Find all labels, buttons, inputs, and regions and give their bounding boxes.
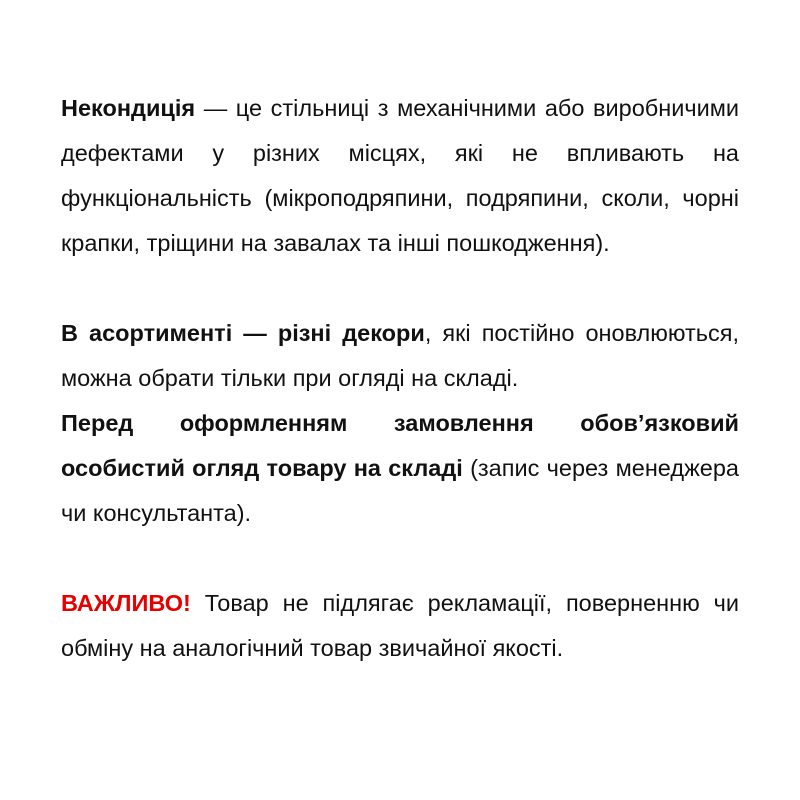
paragraph-inspection [61,401,739,536]
definition-text: — це стільниці з механічними або виробничими дефектами у різних місцях, які не впливають на функціональність (мікроподряпини, подряпини, сколи, чорні крапки, тріщини на завалах та інші пошкодження). [61,95,739,256]
warning-label: ВАЖЛИВО! [61,590,191,616]
paragraph-spacer [61,536,739,581]
term-nekondytsiia: Некондиція [61,95,196,121]
inspection-lead: Перед оформленням замовлення обов’язковий особистий огляд товару на складі [61,410,739,481]
warning-text: Товар не підлягає рекламації, поверненню чи обміну на аналогічний товар звичайної якості. [61,590,739,661]
info-text-block [61,86,739,671]
assortment-text: , які постійно оновлюються, можна обрати тільки при огляді на складі. [61,320,739,391]
paragraph-warning [61,581,739,671]
paragraph-spacer [61,266,739,311]
assortment-lead: В асортименті — різні декори [61,320,425,346]
paragraph-definition [61,86,739,266]
inspection-text: (запис через менеджера чи консультанта). [61,455,740,526]
paragraph-assortment [61,311,739,401]
